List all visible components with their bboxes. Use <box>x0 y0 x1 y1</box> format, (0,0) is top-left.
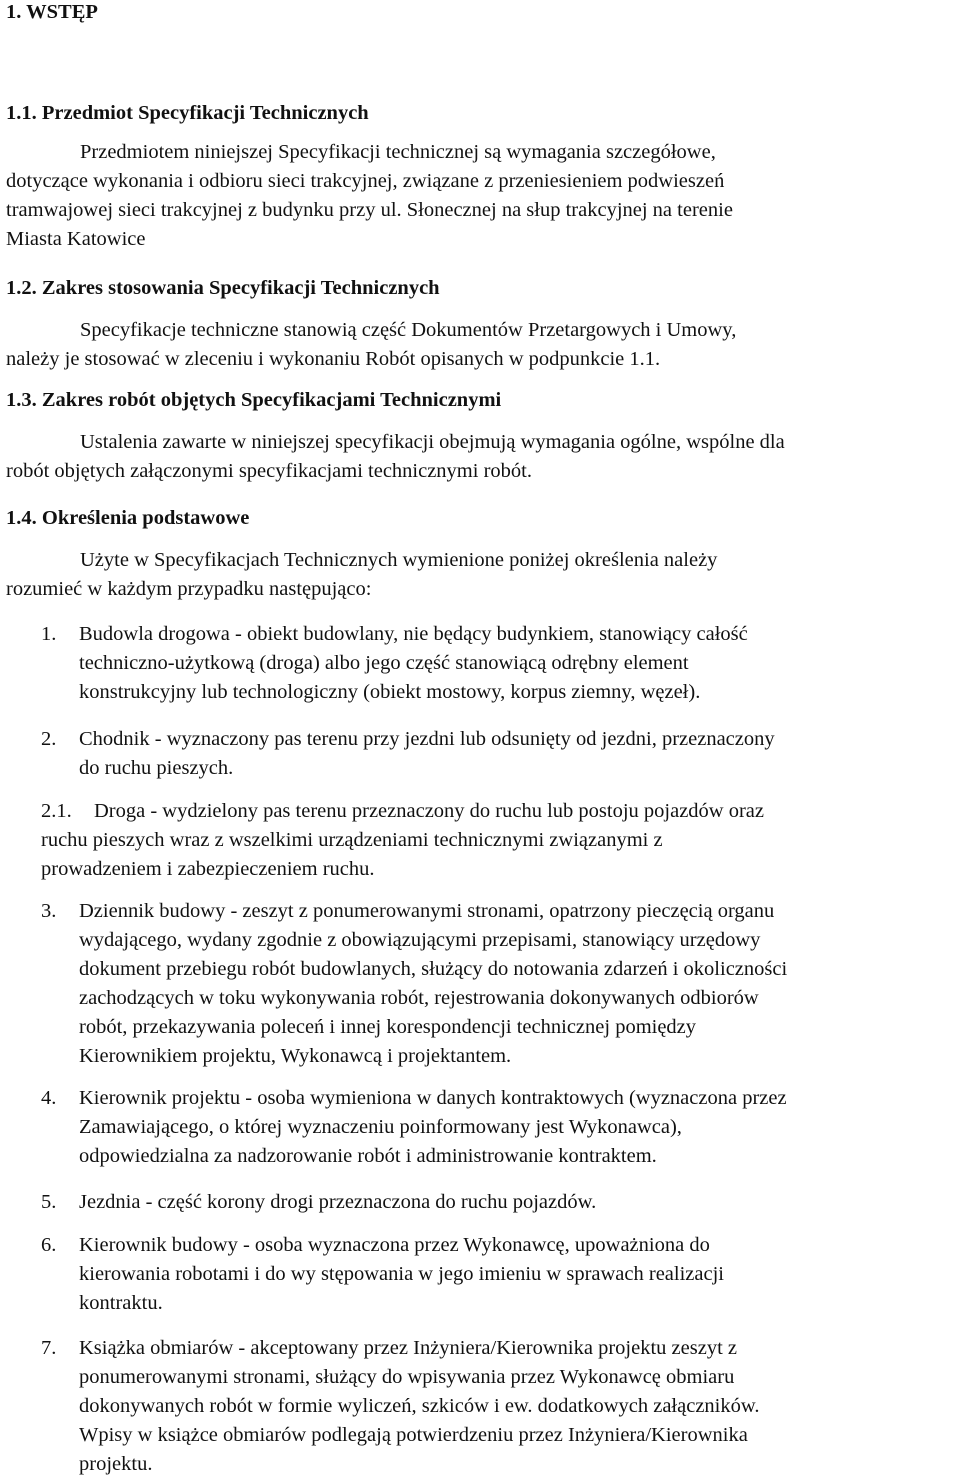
paragraph-line: Ustalenia zawarte w niniejszej specyfikacji obejmują wymagania ogólne, wspólne dla <box>80 431 785 453</box>
section-1-2-paragraph <box>6 316 956 374</box>
definition-item-5 <box>41 1188 956 1217</box>
list-item-line: do ruchu pieszych. <box>79 757 234 779</box>
paragraph-line: rozumieć w każdym przypadku następująco: <box>6 578 372 600</box>
definition-item-1 <box>41 620 956 707</box>
list-item-line: robót, przekazywania poleceń i innej korespondencji technicznej pomiędzy <box>79 1016 697 1038</box>
list-item-line: ruchu pieszych wraz z wszelkimi urządzeniami technicznymi związanymi z <box>41 829 663 851</box>
definition-item-3 <box>41 897 956 1071</box>
paragraph-line: dotyczące wykonania i odbioru sieci trakcyjnej, związane z przeniesieniem podwieszeń <box>6 170 725 192</box>
section-heading-1: 1. WSTĘP <box>6 1 98 23</box>
list-item-line: konstrukcyjny lub technologiczny (obiekt mostowy, korpus ziemny, węzeł). <box>79 681 701 703</box>
paragraph-line: należy je stosować w zleceniu i wykonaniu Robót opisanych w podpunkcie 1.1. <box>6 348 661 370</box>
list-number: 3. <box>41 900 57 922</box>
paragraph-line: Miasta Katowice <box>6 228 146 250</box>
list-item-line: wydającego, wydany zgodnie z obowiązującymi przepisami, stanowiący urzędowy <box>79 929 761 951</box>
list-item-line: dokonywanych robót w formie wyliczeń, szkiców i ew. dodatkowych załączników. <box>79 1395 760 1417</box>
section-heading-1-4: 1.4. Określenia podstawowe <box>6 507 250 529</box>
list-item-line: Kierownik projektu - osoba wymieniona w danych kontraktowych (wyznaczona przez <box>79 1087 787 1109</box>
list-item-line: kontraktu. <box>79 1292 163 1314</box>
section-heading-1-3: 1.3. Zakres robót objętych Specyfikacjami Technicznymi <box>6 389 502 411</box>
paragraph-line: Specyfikacje techniczne stanowią część Dokumentów Przetargowych i Umowy, <box>80 319 737 341</box>
list-item-line: dokument przebiegu robót budowlanych, służący do notowania zdarzeń i okoliczności <box>79 958 788 980</box>
list-item-line: techniczno-użytkową (droga) albo jego część stanowiącą odrębny element <box>79 652 689 674</box>
definition-item-6 <box>41 1231 956 1318</box>
list-item-line: projektu. <box>79 1453 153 1475</box>
list-item-line: Budowla drogowa - obiekt budowlany, nie będący budynkiem, stanowiący całość <box>79 623 748 645</box>
paragraph-line: Użyte w Specyfikacjach Technicznych wymienione poniżej określenia należy <box>80 549 718 571</box>
list-item-line: Książka obmiarów - akceptowany przez Inżyniera/Kierownika projektu zeszyt z <box>79 1337 737 1359</box>
list-number: 7. <box>41 1337 57 1359</box>
list-number: 4. <box>41 1087 57 1109</box>
list-item-line: Zamawiającego, o której wyznaczeniu poinformowany jest Wykonawca), <box>79 1116 682 1138</box>
list-item-line: odpowiedzialna za nadzorowanie robót i administrowanie kontraktem. <box>79 1145 657 1167</box>
section-1-3-paragraph <box>6 428 956 486</box>
list-item-line: Droga - wydzielony pas terenu przeznaczony do ruchu lub postoju pojazdów oraz <box>94 800 765 822</box>
section-heading-1-2: 1.2. Zakres stosowania Specyfikacji Technicznych <box>6 277 440 299</box>
list-item-line: ponumerowanymi stronami, służący do wpisywania przez Wykonawcę obmiaru <box>79 1366 735 1388</box>
definition-item-2 <box>41 725 956 783</box>
list-item-line: Kierownik budowy - osoba wyznaczona przez Wykonawcę, upoważniona do <box>79 1234 710 1256</box>
definition-item-2-1 <box>41 797 956 884</box>
list-item-line: Wpisy w książce obmiarów podlegają potwierdzeniu przez Inżyniera/Kierownika <box>79 1424 748 1446</box>
list-item-line: Dziennik budowy - zeszyt z ponumerowanymi stronami, opatrzony pieczęcią organu <box>79 900 775 922</box>
definition-item-4 <box>41 1084 956 1171</box>
list-item-line: Kierownikiem projektu, Wykonawcą i projektantem. <box>79 1045 512 1067</box>
list-item-line: zachodzących w toku wykonywania robót, rejestrowania dokonywanych odbiorów <box>79 987 759 1009</box>
list-number: 1. <box>41 623 57 645</box>
paragraph-line: tramwajowej sieci trakcyjnej z budynku przy ul. Słonecznej na słup trakcyjnej na terenie <box>6 199 733 221</box>
paragraph-line: Przedmiotem niniejszej Specyfikacji technicznej są wymagania szczegółowe, <box>80 141 716 163</box>
list-number: 6. <box>41 1234 57 1256</box>
list-item-line: prowadzeniem i zabezpieczeniem ruchu. <box>41 858 375 880</box>
list-item-line: Jezdnia - część korony drogi przeznaczona do ruchu pojazdów. <box>79 1191 597 1213</box>
section-1-1-paragraph <box>6 138 956 254</box>
list-item-line: Chodnik - wyznaczony pas terenu przy jezdni lub odsunięty od jezdni, przeznaczony <box>79 728 775 750</box>
list-item-line: kierowania robotami i do wy stępowania w jego imieniu w sprawach realizacji <box>79 1263 724 1285</box>
paragraph-line: robót objętych załączonymi specyfikacjami technicznymi robót. <box>6 460 532 482</box>
list-number: 5. <box>41 1191 57 1213</box>
section-heading-1-1: 1.1. Przedmiot Specyfikacji Technicznych <box>6 102 369 124</box>
section-1-4-paragraph <box>6 546 956 604</box>
list-number: 2.1. <box>41 800 72 822</box>
definition-item-7 <box>41 1334 956 1479</box>
list-number: 2. <box>41 728 57 750</box>
